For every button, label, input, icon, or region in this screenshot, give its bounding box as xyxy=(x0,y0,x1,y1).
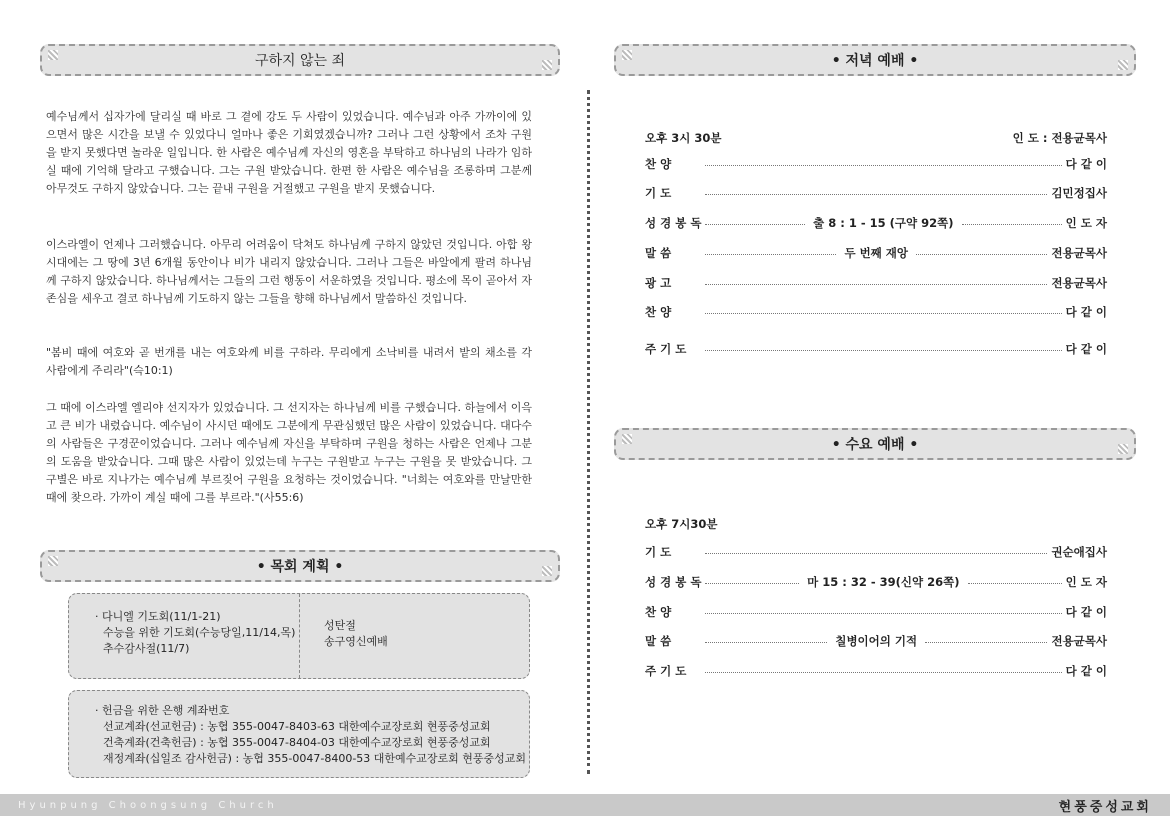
evening-time: 오후 3시 30분 xyxy=(645,131,722,145)
bank-account-line: 선교계좌(선교헌금) : 농협 355-0047-8403-63 대한예수교장로회 현풍중성교회 xyxy=(103,720,491,733)
dot-leader xyxy=(705,313,1062,314)
row-label: 기 도 xyxy=(645,186,672,200)
row-value: 전용균목사 xyxy=(1051,634,1108,648)
wednesday-row xyxy=(645,543,1107,561)
dot-leader xyxy=(705,284,1047,285)
row-label: 말 씀 xyxy=(645,246,672,260)
footer-bar xyxy=(0,794,1170,816)
plan-box xyxy=(68,593,530,679)
bank-account-line: 재정계좌(십일조 감사헌금) : 농협 355-0047-8400-53 대한예수교장로회 현풍중성교회 xyxy=(103,752,527,765)
dot-leader xyxy=(705,224,805,225)
evening-title-bar xyxy=(614,44,1136,76)
plan-title: • 목회 계획 • xyxy=(256,559,344,575)
row-value: 다 같 이 xyxy=(1065,605,1107,619)
plan-item: 추수감사절(11/7) xyxy=(103,642,190,655)
evening-title: • 저녁 예배 • xyxy=(831,53,919,69)
article-paragraph-1: 예수님께서 십자가에 달리실 때 바로 그 곁에 강도 두 사람이 있었습니다. 예수님과 아주 가까이에 있으면서 많은 시간을 보낼 수 있었다니 얼마나 좋은 기회였겠습니까? 그러나 그런 상황에서 조차 구원을 받지 못했다면 놀라운 일입니다. 한 사람은 예수님께 자신의 영혼을 부탁하고 하나님의 나라가 임하실 때에 기억해 달라고 구했습니다. 그는 구원 받았습니다. 한편 한 사람은 예수님을 조롱하며 그분께 아무것도 구하지 않았습니다. 그는 끝내 구원을 거절했고 구원을 받지 못했습니다. xyxy=(46,110,532,195)
wednesday-title: • 수요 예배 • xyxy=(831,437,919,453)
dot-leader xyxy=(705,613,1062,614)
plan-item: 수능을 위한 기도회(수능당일,11/14,목) xyxy=(103,626,296,639)
row-label: 성 경 봉 독 xyxy=(645,575,702,589)
corner-pattern-icon xyxy=(48,556,58,566)
corner-pattern-icon xyxy=(622,50,632,60)
wednesday-time: 오후 7시30분 xyxy=(645,517,718,531)
bank-heading: · 헌금을 위한 은행 계좌번호 xyxy=(95,704,230,717)
row-value: 인 도 자 xyxy=(1065,575,1108,589)
evening-leader: 인 도 : 전용균목사 xyxy=(1012,131,1107,145)
dot-leader xyxy=(705,672,1062,673)
wednesday-title-bar xyxy=(614,428,1136,460)
row-value: 전용균목사 xyxy=(1051,246,1108,260)
corner-pattern-icon xyxy=(48,50,58,60)
row-value: 권순애집사 xyxy=(1051,545,1107,559)
bank-account-line: 건축계좌(건축헌금) : 농협 355-0047-8404-03 대한예수교장로회 현풍중성교회 xyxy=(103,736,491,749)
dot-leader xyxy=(916,254,1047,255)
plan-item: 송구영신예배 xyxy=(324,635,388,648)
footer-korean-name: 현풍중성교회 xyxy=(1058,799,1152,815)
footer-english-name: Hyunpung Choongsung Church xyxy=(18,799,278,811)
row-value: 다 같 이 xyxy=(1065,305,1107,319)
dot-leader xyxy=(705,194,1047,195)
dot-leader xyxy=(705,583,799,584)
plan-item: · 다니엘 기도회(11/1-21) xyxy=(95,610,221,623)
evening-row xyxy=(645,244,1107,262)
column-divider xyxy=(587,90,590,774)
row-value: 김민정집사 xyxy=(1051,186,1107,200)
article-title: 구하지 않는 죄 xyxy=(254,53,346,69)
row-label: 기 도 xyxy=(645,545,672,559)
evening-row xyxy=(645,155,1107,173)
corner-pattern-icon xyxy=(542,60,552,70)
row-label: 광 고 xyxy=(645,276,672,290)
evening-row xyxy=(645,303,1107,321)
evening-row xyxy=(645,340,1107,358)
row-value: 전용균목사 xyxy=(1051,276,1107,290)
wednesday-row xyxy=(645,573,1107,591)
article-paragraph-2: 이스라엘이 언제나 그러했습니다. 아무리 어려움이 닥쳐도 하나님께 구하지 않았던 것입니다. 아합 왕 시대에는 그 땅에 3년 6개월 동안이나 비가 내리지 않았습니다. 그러나 그들은 바알에게 팔려 하나님께 구하지 않았습니다. 하나님께서는 그들의 그런 행동이 서운하였을 것입니다. 평소에 목이 곧아서 자존심을 세우고 결코 하나님께 기도하지 않는 그들을 향해 하나님께서 말씀하신 것입니다. xyxy=(46,238,532,305)
evening-row xyxy=(645,214,1107,232)
evening-row xyxy=(645,184,1107,202)
row-label: 성 경 봉 독 xyxy=(645,216,702,230)
dot-leader xyxy=(925,642,1047,643)
row-label: 주 기 도 xyxy=(645,664,687,678)
evening-row xyxy=(645,274,1107,292)
plan-right-column xyxy=(300,594,529,678)
row-passage: 마 15 : 32 - 39(신약 26쪽) xyxy=(807,575,960,589)
row-label: 주 기 도 xyxy=(645,342,687,356)
dot-leader xyxy=(962,224,1062,225)
dot-leader xyxy=(705,350,1062,351)
corner-pattern-icon xyxy=(622,434,632,444)
row-passage: 출 8 : 1 - 15 (구약 92쪽) xyxy=(813,216,954,230)
wednesday-row xyxy=(645,603,1107,621)
row-label: 찬 양 xyxy=(645,157,672,171)
plan-title-bar xyxy=(40,550,560,582)
article-paragraph-4: 그 때에 이스라엘 엘리야 선지자가 있었습니다. 그 선지자는 하나님께 비를 구했습니다. 하늘에서 이윽고 큰 비가 내렸습니다. 예수님이 사시던 때에도 그분에게 무관심했던 많은 사람이 있었습니다. 대다수의 사람들은 구경꾼이었습니다. 그러나 예수님께 자신을 부탁하며 구원을 청하는 사람은 언제나 그분의 도움을 받았습니다. 그때 많은 사람이 있었는데 누구는 구원받고 누구는 구원을 못 받았습니다. 그 구별은 바로 지나가는 예수님께 부르짖어 구원을 요청하는 것이었습니다. "너희는 여호와를 만날만한 때에 찾으라. 가까이 계실 때에 그를 부르라."(사55:6) xyxy=(46,401,532,504)
row-label: 찬 양 xyxy=(645,305,672,319)
bank-account-box xyxy=(68,690,530,778)
dot-leader xyxy=(705,642,827,643)
article-paragraph-3: "봄비 때에 여호와 곧 번개를 내는 여호와께 비를 구하라. 무리에게 소낙비를 내려서 밭의 채소를 각 사람에게 주리라"(슥10:1) xyxy=(46,346,532,377)
dot-leader xyxy=(705,553,1047,554)
corner-pattern-icon xyxy=(1118,444,1128,454)
plan-left-column xyxy=(69,594,300,678)
row-sermon-title: 두 번째 재앙 xyxy=(844,246,909,260)
row-value: 다 같 이 xyxy=(1065,342,1107,356)
wednesday-row xyxy=(645,632,1107,650)
corner-pattern-icon xyxy=(1118,60,1128,70)
plan-item: 성탄절 xyxy=(324,619,356,632)
wednesday-row xyxy=(645,662,1107,680)
left-title-bar xyxy=(40,44,560,76)
row-sermon-title: 칠병이어의 기적 xyxy=(835,634,918,648)
dot-leader xyxy=(705,165,1062,166)
row-value: 다 같 이 xyxy=(1065,157,1107,171)
row-label: 말 씀 xyxy=(645,634,672,648)
row-label: 찬 양 xyxy=(645,605,672,619)
dot-leader xyxy=(968,583,1062,584)
dot-leader xyxy=(705,254,836,255)
corner-pattern-icon xyxy=(542,566,552,576)
row-value: 인 도 자 xyxy=(1065,216,1108,230)
row-value: 다 같 이 xyxy=(1065,664,1107,678)
